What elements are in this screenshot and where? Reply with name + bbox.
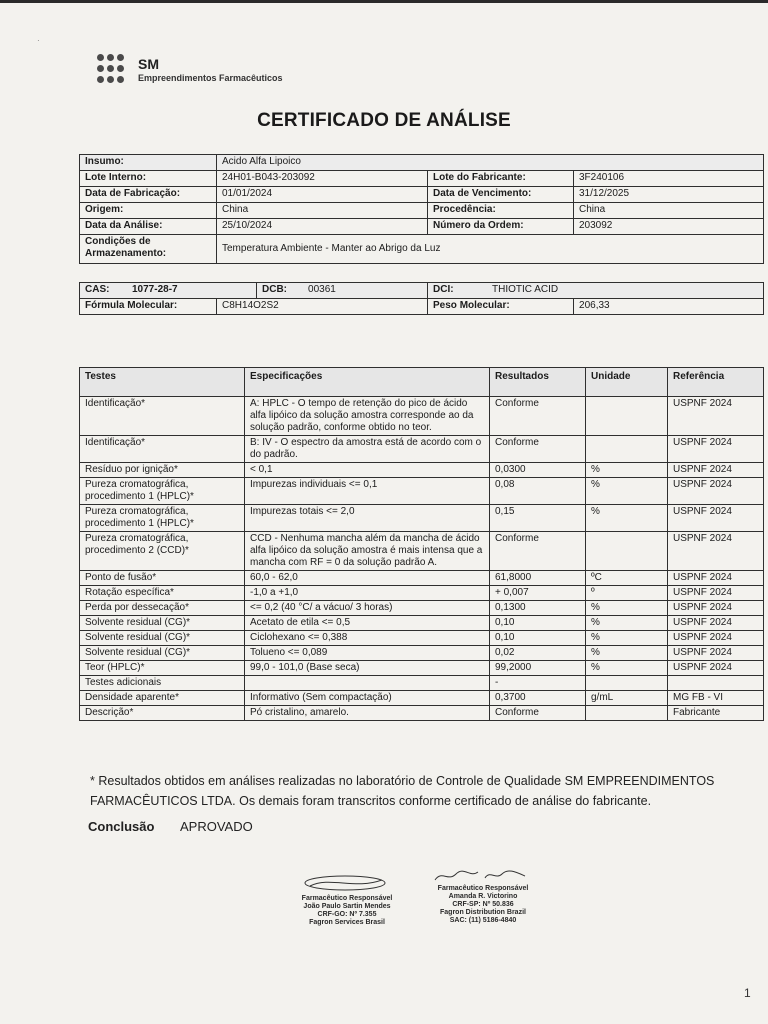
specification-cell: < 0,1 (245, 463, 490, 478)
peso-label: Peso Molecular: (428, 299, 574, 315)
unit-cell (586, 532, 668, 571)
signature-right-icon (430, 866, 530, 886)
stamp-left-line: Farmacêutico Responsável (301, 895, 393, 902)
stamp-right-line: SAC: (11) 5186-4840 (449, 917, 517, 924)
insumo-label: Insumo: (80, 155, 217, 171)
storage-value: Temperatura Ambiente - Manter ao Abrigo da Luz (217, 235, 764, 264)
specification-cell: Acetato de etila <= 0,5 (245, 616, 490, 631)
result-cell: - (490, 676, 586, 691)
specification-cell: CCD - Nenhuma mancha além da mancha de ácido alfa lipóico da solução amostra é mais intensa que a mancha com RF = 0 da solução padrão A. (245, 532, 490, 571)
table-row (80, 505, 764, 532)
identifiers-row (80, 299, 764, 315)
cas-value: 1077-28-7 (132, 284, 178, 295)
reference-cell: USPNF 2024 (668, 478, 764, 505)
dcb-value: 00361 (308, 284, 336, 295)
cas-cell (80, 283, 257, 299)
stamp-right-line: Amanda R. Victorino (448, 893, 518, 900)
stamp-right-line: CRF-SP: Nº 50.836 (452, 901, 514, 908)
reference-cell: USPNF 2024 (668, 601, 764, 616)
data-fabricacao-label: Data de Fabricação: (80, 187, 217, 203)
numero-ordem-label: Número da Ordem: (428, 219, 574, 235)
numero-ordem-value: 203092 (574, 219, 764, 235)
test-name-cell: Identificação* (80, 436, 245, 463)
header-unidade: Unidade (586, 368, 668, 397)
lote-interno-label: Lote Interno: (80, 171, 217, 187)
header-testes: Testes (80, 368, 245, 397)
test-name-cell: Pureza cromatográfica, procedimento 2 (CCD)* (80, 532, 245, 571)
specification-cell: <= 0,2 (40 °C/ a vácuo/ 3 horas) (245, 601, 490, 616)
reference-cell: USPNF 2024 (668, 586, 764, 601)
test-name-cell: Rotação específica* (80, 586, 245, 601)
data-fabricacao-value: 01/01/2024 (217, 187, 428, 203)
unit-cell: % (586, 505, 668, 532)
identifiers-table (79, 282, 764, 315)
unit-cell: % (586, 616, 668, 631)
signature-left-icon (300, 872, 390, 894)
specification-cell: Impurezas totais <= 2,0 (245, 505, 490, 532)
table-row (80, 616, 764, 631)
origem-label: Origem: (80, 203, 217, 219)
company-subtitle: Empreendimentos Farmacêuticos (138, 73, 283, 83)
lote-fabricante-value: 3F240106 (574, 171, 764, 187)
info-row-storage (80, 235, 764, 264)
test-name-cell: Descrição* (80, 706, 245, 721)
specification-cell: Informativo (Sem compactação) (245, 691, 490, 706)
specification-cell: A: HPLC - O tempo de retenção do pico de ácido alfa lipóico da solução amostra corresponde ao da solução padrão, conforme obtido no teor. (245, 397, 490, 436)
dcb-label: DCB: (262, 284, 288, 295)
table-row (80, 646, 764, 661)
header-referencia: Referência (668, 368, 764, 397)
result-cell: 0,10 (490, 616, 586, 631)
specification-cell: -1,0 a +1,0 (245, 586, 490, 601)
stamp-left (282, 895, 412, 927)
lote-fabricante-label: Lote do Fabricante: (428, 171, 574, 187)
specification-cell: Impurezas individuais <= 0,1 (245, 478, 490, 505)
identifiers-row (80, 283, 764, 299)
reference-cell: USPNF 2024 (668, 436, 764, 463)
test-name-cell: Testes adicionais (80, 676, 245, 691)
dci-value: THIOTIC ACID (492, 284, 559, 295)
data-analise-label: Data da Análise: (80, 219, 217, 235)
unit-cell (586, 676, 668, 691)
dcb-cell (257, 283, 428, 299)
origem-value: China (217, 203, 428, 219)
tests-body (80, 397, 764, 721)
conclusion-value: APROVADO (180, 819, 253, 834)
result-cell: 61,8000 (490, 571, 586, 586)
table-row (80, 631, 764, 646)
test-name-cell: Pureza cromatográfica, procedimento 1 (HPLC)* (80, 505, 245, 532)
result-cell: 0,3700 (490, 691, 586, 706)
company-logo (95, 53, 335, 89)
result-cell: 0,0300 (490, 463, 586, 478)
table-row (80, 571, 764, 586)
specification-cell: 99,0 - 101,0 (Base seca) (245, 661, 490, 676)
table-row (80, 463, 764, 478)
scan-mark: · (37, 36, 40, 45)
table-row (80, 586, 764, 601)
specification-cell (245, 676, 490, 691)
dci-label: DCI: (433, 284, 454, 295)
page-number: 1 (744, 986, 751, 1000)
unit-cell: % (586, 478, 668, 505)
dci-cell (428, 283, 764, 299)
reference-cell (668, 676, 764, 691)
procedencia-label: Procedência: (428, 203, 574, 219)
test-name-cell: Resíduo por ignição* (80, 463, 245, 478)
stamp-left-line: CRF-GO: Nº 7.355 (317, 911, 377, 918)
table-row (80, 436, 764, 463)
formula-label: Fórmula Molecular: (80, 299, 217, 315)
reference-cell: USPNF 2024 (668, 463, 764, 478)
specification-cell: Pó cristalino, amarelo. (245, 706, 490, 721)
unit-cell: % (586, 631, 668, 646)
reference-cell: MG FB - VI (668, 691, 764, 706)
info-row (80, 219, 764, 235)
reference-cell: USPNF 2024 (668, 397, 764, 436)
conclusion-label: Conclusão (88, 819, 155, 834)
result-cell: 0,1300 (490, 601, 586, 616)
table-row (80, 532, 764, 571)
test-name-cell: Ponto de fusão* (80, 571, 245, 586)
unit-cell (586, 436, 668, 463)
info-row (80, 187, 764, 203)
table-row (80, 661, 764, 676)
lote-interno-value: 24H01-B043-203092 (217, 171, 428, 187)
company-name: SM (138, 56, 159, 72)
test-name-cell: Solvente residual (CG)* (80, 646, 245, 661)
formula-value: C8H14O2S2 (217, 299, 428, 315)
result-cell: 0,02 (490, 646, 586, 661)
result-cell: 0,15 (490, 505, 586, 532)
reference-cell: USPNF 2024 (668, 661, 764, 676)
result-cell: + 0,007 (490, 586, 586, 601)
unit-cell: % (586, 601, 668, 616)
stamp-right (418, 885, 548, 925)
result-cell: 0,08 (490, 478, 586, 505)
info-row-insumo (80, 155, 764, 171)
product-info-table (79, 154, 764, 264)
table-row (80, 601, 764, 616)
stamp-right-line: Fagron Distribution Brazil (440, 909, 526, 916)
data-vencimento-label: Data de Vencimento: (428, 187, 574, 203)
unit-cell: º (586, 586, 668, 601)
cas-label: CAS: (85, 284, 110, 295)
reference-cell: USPNF 2024 (668, 571, 764, 586)
unit-cell: g/mL (586, 691, 668, 706)
result-cell: 99,2000 (490, 661, 586, 676)
storage-label: Condições de Armazenamento: (80, 235, 217, 264)
tests-header-row (80, 368, 764, 397)
table-row (80, 397, 764, 436)
document-title: CERTIFICADO DE ANÁLISE (257, 110, 511, 131)
header-resultados: Resultados (490, 368, 586, 397)
procedencia-value: China (574, 203, 764, 219)
unit-cell: % (586, 661, 668, 676)
header-especificacoes: Especificações (245, 368, 490, 397)
test-name-cell: Identificação* (80, 397, 245, 436)
data-vencimento-value: 31/12/2025 (574, 187, 764, 203)
table-row (80, 676, 764, 691)
test-name-cell: Teor (HPLC)* (80, 661, 245, 676)
stamp-left-line: Fagron Services Brasil (309, 919, 385, 926)
unit-cell (586, 706, 668, 721)
info-row (80, 171, 764, 187)
specification-cell: Ciclohexano <= 0,388 (245, 631, 490, 646)
specification-cell: B: IV - O espectro da amostra está de acordo com o do padrão. (245, 436, 490, 463)
table-row (80, 478, 764, 505)
test-name-cell: Perda por dessecação* (80, 601, 245, 616)
table-row (80, 706, 764, 721)
result-cell: Conforme (490, 397, 586, 436)
reference-cell: USPNF 2024 (668, 532, 764, 571)
tests-table (79, 367, 764, 721)
specification-cell: Tolueno <= 0,089 (245, 646, 490, 661)
insumo-value: Acido Alfa Lipoico (217, 155, 764, 171)
reference-cell: USPNF 2024 (668, 646, 764, 661)
stamp-left-line: João Paulo Sartin Mendes (303, 903, 391, 910)
test-name-cell: Solvente residual (CG)* (80, 631, 245, 646)
specification-cell: 60,0 - 62,0 (245, 571, 490, 586)
reference-cell: USPNF 2024 (668, 631, 764, 646)
reference-cell: USPNF 2024 (668, 616, 764, 631)
unit-cell: ºC (586, 571, 668, 586)
stamp-right-line: Farmacêutico Responsável (437, 885, 529, 892)
logo-dots-icon (95, 53, 135, 89)
reference-cell: USPNF 2024 (668, 505, 764, 532)
data-analise-value: 25/10/2024 (217, 219, 428, 235)
unit-cell (586, 397, 668, 436)
info-row (80, 203, 764, 219)
footnote: * Resultados obtidos em análises realizadas no laboratório de Controle de Qualidade SM EMPREENDIMENTOS FARMACÊUTICOS LTDA. Os demais foram transcritos conforme certificado de análise do fabricante. (90, 774, 715, 808)
result-cell: 0,10 (490, 631, 586, 646)
reference-cell: Fabricante (668, 706, 764, 721)
unit-cell: % (586, 646, 668, 661)
top-border (0, 0, 768, 3)
result-cell: Conforme (490, 706, 586, 721)
test-name-cell: Pureza cromatográfica, procedimento 1 (HPLC)* (80, 478, 245, 505)
result-cell: Conforme (490, 532, 586, 571)
test-name-cell: Densidade aparente* (80, 691, 245, 706)
unit-cell: % (586, 463, 668, 478)
peso-value: 206,33 (574, 299, 764, 315)
table-row (80, 691, 764, 706)
test-name-cell: Solvente residual (CG)* (80, 616, 245, 631)
result-cell: Conforme (490, 436, 586, 463)
